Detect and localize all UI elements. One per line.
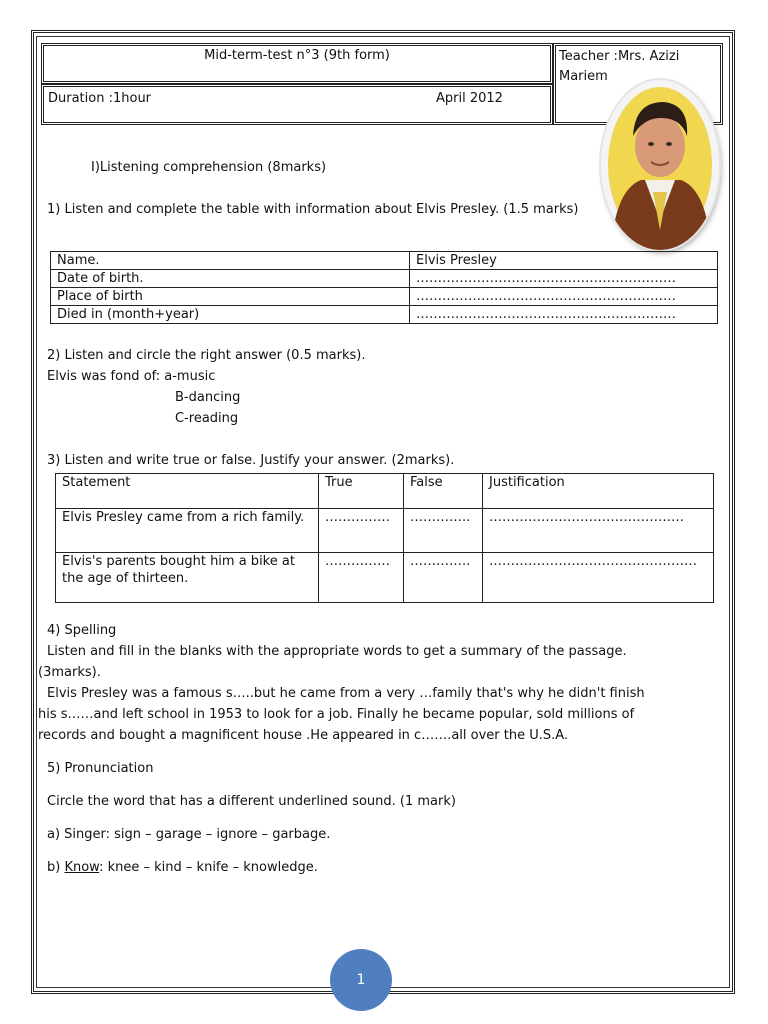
- true-false-table: [55, 473, 714, 603]
- row-value-blank: ……………………………………………………: [410, 306, 718, 324]
- row-value-blank: ……………………………………………………: [410, 270, 718, 288]
- header-false: False: [404, 474, 483, 509]
- question-1: 1) Listen and complete the table with information about Elvis Presley. (1.5 marks): [47, 202, 579, 217]
- title-box: [41, 43, 553, 84]
- duration-box: [41, 84, 553, 125]
- spelling-instruction: Listen and fill in the blanks with the appropriate words to get a summary of the passage.: [47, 644, 627, 659]
- row-label: Died in (month+year): [51, 306, 410, 324]
- page-number-badge: 1: [330, 949, 392, 1011]
- section-heading: I)Listening comprehension (8marks): [91, 160, 327, 175]
- pronunciation-heading: 5) Pronunciation: [47, 761, 154, 776]
- row-label: Date of birth.: [51, 270, 410, 288]
- justification-blank: ………………………………………: [483, 509, 714, 553]
- true-blank: ……………: [319, 553, 404, 603]
- info-table: [50, 251, 718, 324]
- spelling-marks: (3marks).: [38, 665, 101, 680]
- duration: Duration :1hour: [48, 91, 152, 106]
- table-row: [51, 288, 718, 306]
- question-2-stem: Elvis was fond of: a-music: [47, 369, 216, 384]
- row-label: Place of birth: [51, 288, 410, 306]
- elvis-portrait-image: [601, 80, 719, 250]
- pronunciation-item-b: [47, 858, 318, 878]
- statement-cell: Elvis Presley came from a rich family.: [56, 509, 319, 553]
- question-2-option-c: C-reading: [175, 411, 239, 426]
- false-blank: …………..: [404, 553, 483, 603]
- table-row: [56, 553, 714, 603]
- statement-cell: Elvis's parents bought him a bike at the age of thirteen.: [56, 553, 319, 603]
- summary-line-3: records and bought a magnificent house .He appeared in c…….all over the U.S.A.: [38, 728, 569, 743]
- question-2-option-b: B-dancing: [175, 390, 241, 405]
- false-blank: …………..: [404, 509, 483, 553]
- table-row: [51, 252, 718, 270]
- justification-blank: …………………………………………: [483, 553, 714, 603]
- pronunciation-item-a: a) Singer: sign – garage – ignore – garbage.: [47, 827, 331, 842]
- item-b-prefix: b): [47, 860, 65, 875]
- item-b-options: : knee – kind – knife – knowledge.: [99, 860, 318, 875]
- summary-line-2: his s……and left school in 1953 to look for a job. Finally he became popular, sold millions of: [38, 707, 635, 722]
- date: April 2012: [436, 91, 503, 106]
- item-b-keyword: Know: [64, 860, 100, 875]
- row-value-blank: ……………………………………………………: [410, 288, 718, 306]
- table-row: [51, 306, 718, 324]
- teacher-name-2: Mariem: [559, 69, 608, 84]
- question-3: 3) Listen and write true or false. Justify your answer. (2marks).: [47, 453, 455, 468]
- spelling-heading: 4) Spelling: [47, 623, 117, 638]
- table-header-row: [56, 474, 714, 509]
- true-blank: ……………: [319, 509, 404, 553]
- header-true: True: [319, 474, 404, 509]
- table-row: [56, 509, 714, 553]
- portrait-illustration: [601, 80, 719, 250]
- summary-line-1: Elvis Presley was a famous s…..but he came from a very …family that's why he didn't finish: [47, 686, 645, 701]
- header-statement: Statement: [56, 474, 319, 509]
- header-justification: Justification: [483, 474, 714, 509]
- question-2: 2) Listen and circle the right answer (0.5 marks).: [47, 348, 366, 363]
- row-label: Name.: [51, 252, 410, 270]
- teacher-name: Teacher :Mrs. Azizi: [559, 49, 680, 64]
- table-row: [51, 270, 718, 288]
- test-title: Mid-term-test n°3 (9th form): [204, 48, 390, 63]
- pronunciation-instruction: Circle the word that has a different underlined sound. (1 mark): [47, 794, 456, 809]
- row-value: Elvis Presley: [410, 252, 718, 270]
